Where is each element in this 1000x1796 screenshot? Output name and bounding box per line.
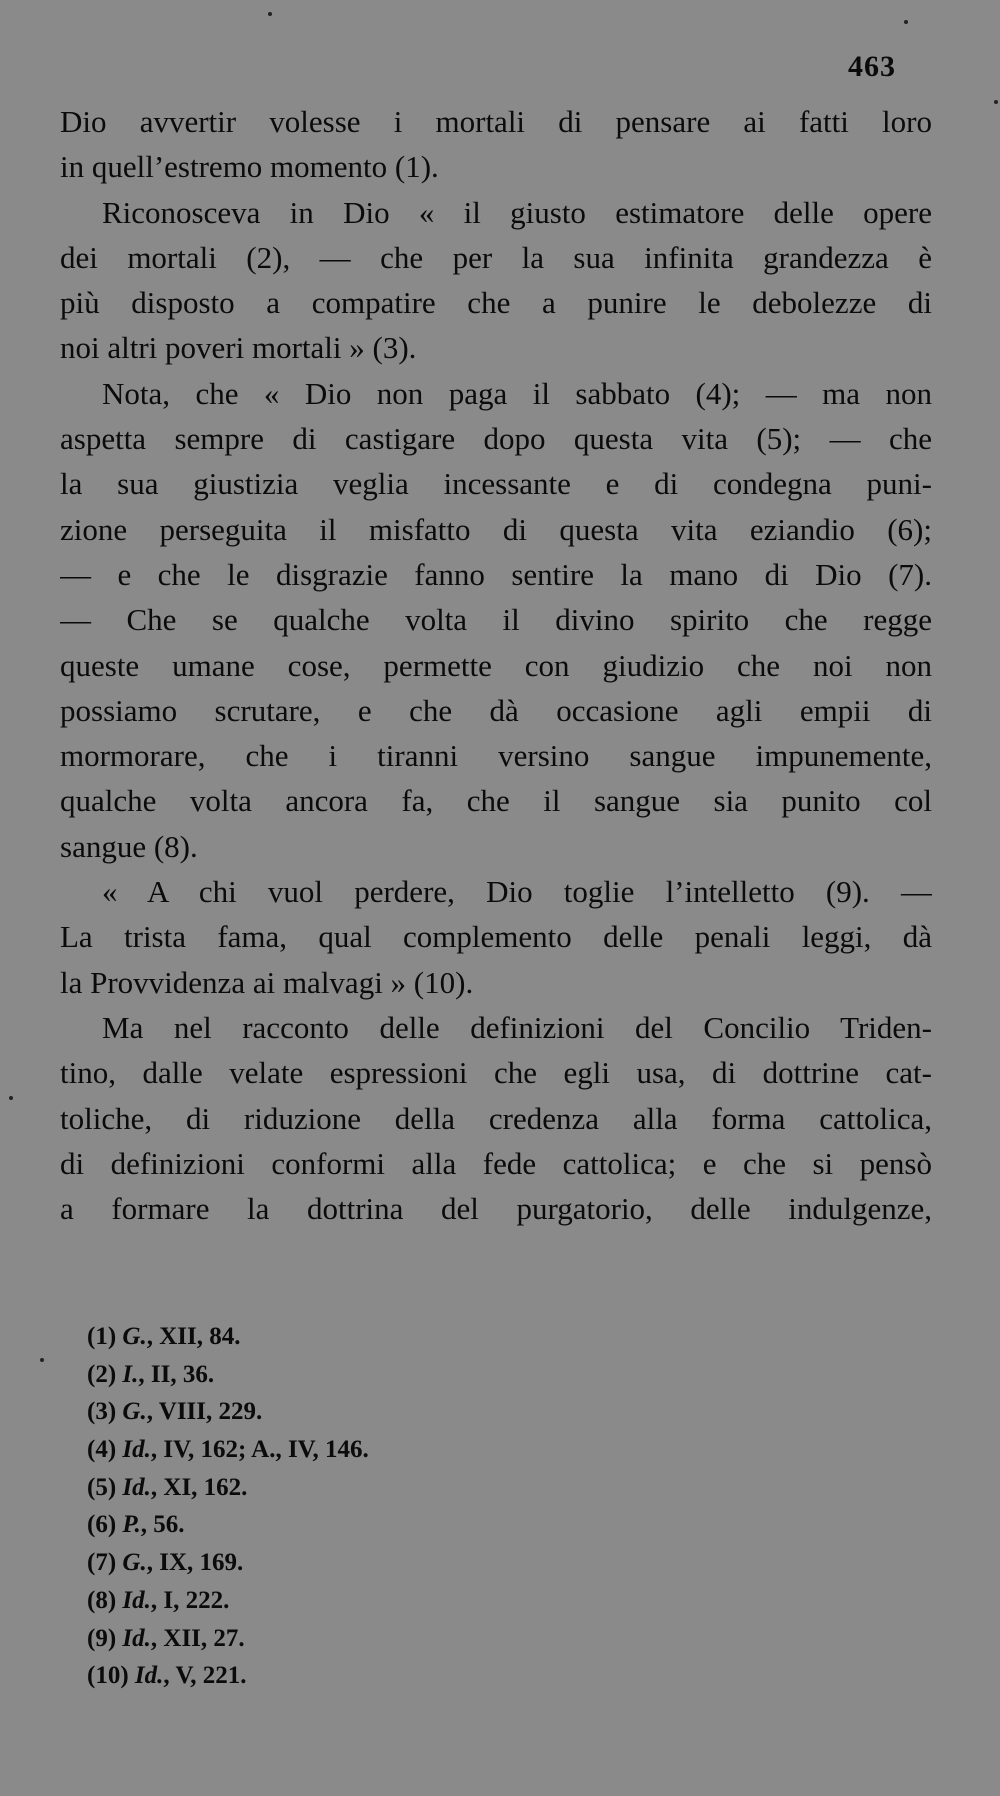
text-line: qualche volta ancora fa, che il sangue sia punito col (60, 783, 932, 819)
footnote-reference: , IX, 169. (146, 1549, 244, 1577)
footnote-number: (8) (87, 1586, 117, 1614)
text-line: queste umane cose, permette con giudizio che noi non (60, 647, 932, 683)
text-line: la Provvidenza ai malvagi » (10). (60, 964, 474, 1000)
text-line: zione perseguita il misfatto di questa vita eziandio (6); (60, 511, 932, 547)
footnote-source: G. (122, 1549, 147, 1577)
footnote-reference: , VIII, 229. (146, 1398, 263, 1426)
text-line: la sua giustizia veglia incessante e di condegna puni- (60, 466, 932, 502)
text-line: dei mortali (2), — che per la sua infinita grandezza è (60, 239, 932, 275)
text-line: sangue (8). (60, 828, 198, 864)
text-line: Dio avvertir volesse i mortali di pensare ai fatti loro (60, 104, 932, 139)
footnote-reference: , XII, 27. (150, 1624, 245, 1652)
scan-speck (904, 20, 908, 24)
footnote-source: Id. (122, 1473, 151, 1501)
footnote-reference: , II, 36. (138, 1360, 215, 1388)
footnote-reference: , XII, 84. (146, 1323, 241, 1350)
page-number: 463 (848, 50, 896, 83)
footnote-number: (3) (87, 1398, 117, 1426)
scan-speck (268, 12, 272, 16)
scan-speck (9, 1096, 13, 1100)
text-line: toliche, di riduzione della credenza alla forma cattolica, (60, 1100, 932, 1136)
footnote (87, 1544, 687, 1582)
text-line: La trista fama, qual complemento delle penali leggi, dà (60, 919, 932, 955)
footnote (87, 1469, 687, 1507)
footnote-reference: , V, 221. (163, 1662, 247, 1690)
text-line: — Che se qualche volta il divino spirito che regge (60, 602, 932, 638)
footnote-source: Id. (134, 1662, 164, 1690)
scan-speck (994, 100, 998, 104)
footnote (87, 1393, 687, 1431)
footnote-number: (2) (87, 1360, 117, 1388)
footnote (87, 1431, 687, 1469)
footnote-number: (9) (87, 1624, 117, 1652)
footnote-number: (4) (87, 1436, 117, 1464)
footnote-number: (10) (87, 1662, 129, 1690)
footnote (87, 1506, 687, 1544)
text-line: Riconosceva in Dio « il giusto estimatore delle opere (102, 194, 932, 230)
footnote (87, 1318, 687, 1356)
body-text (60, 99, 932, 1231)
text-line: Nota, che « Dio non paga il sabbato (4); — ma non (102, 375, 932, 411)
footnote (87, 1356, 687, 1394)
footnote-reference: , 56. (140, 1511, 185, 1539)
text-line: in quell’estremo momento (1). (60, 149, 439, 185)
text-line: aspetta sempre di castigare dopo questa vita (5); — che (60, 421, 932, 457)
footnote-number: (6) (87, 1511, 117, 1539)
footnote-source: Id. (122, 1586, 151, 1614)
text-line: « A chi vuol perdere, Dio toglie l’intelletto (9). — (102, 874, 932, 910)
footnote (87, 1620, 687, 1658)
footnote-reference: , I, 222. (150, 1586, 230, 1614)
text-line: noi altri poveri mortali » (3). (60, 330, 417, 366)
text-line: di definizioni conformi alla fede cattolica; e che si pensò (60, 1145, 932, 1181)
text-line: Ma nel racconto delle definizioni del Concilio Triden- (102, 1009, 932, 1045)
footnote-source: I. (122, 1360, 139, 1388)
text-line: tino, dalle velate espressioni che egli usa, di dottrine cat- (60, 1055, 932, 1091)
footnote-source: G. (122, 1323, 147, 1350)
text-line: — e che le disgrazie fanno sentire la mano di Dio (7). (60, 556, 932, 592)
footnotes (87, 1318, 687, 1695)
footnote-source: G. (122, 1398, 147, 1426)
footnote-number: (7) (87, 1549, 117, 1577)
footnote-reference: , XI, 162. (150, 1473, 248, 1501)
footnote-reference: , IV, 162; A., IV, 146. (150, 1436, 369, 1464)
footnote-number: (1) (87, 1323, 117, 1350)
footnote-source: P. (122, 1511, 141, 1539)
footnote (87, 1657, 687, 1695)
footnote-source: Id. (122, 1436, 151, 1464)
footnote (87, 1582, 687, 1620)
text-line: a formare la dottrina del purgatorio, delle indulgenze, (60, 1191, 932, 1227)
text-line: più disposto a compatire che a punire le debolezze di (60, 285, 932, 321)
text-line: possiamo scrutare, e che dà occasione agli empii di (60, 692, 932, 728)
scan-speck (40, 1358, 44, 1362)
footnote-number: (5) (87, 1473, 117, 1501)
footnote-source: Id. (122, 1624, 151, 1652)
text-line: mormorare, che i tiranni versino sangue impunemente, (60, 738, 932, 774)
